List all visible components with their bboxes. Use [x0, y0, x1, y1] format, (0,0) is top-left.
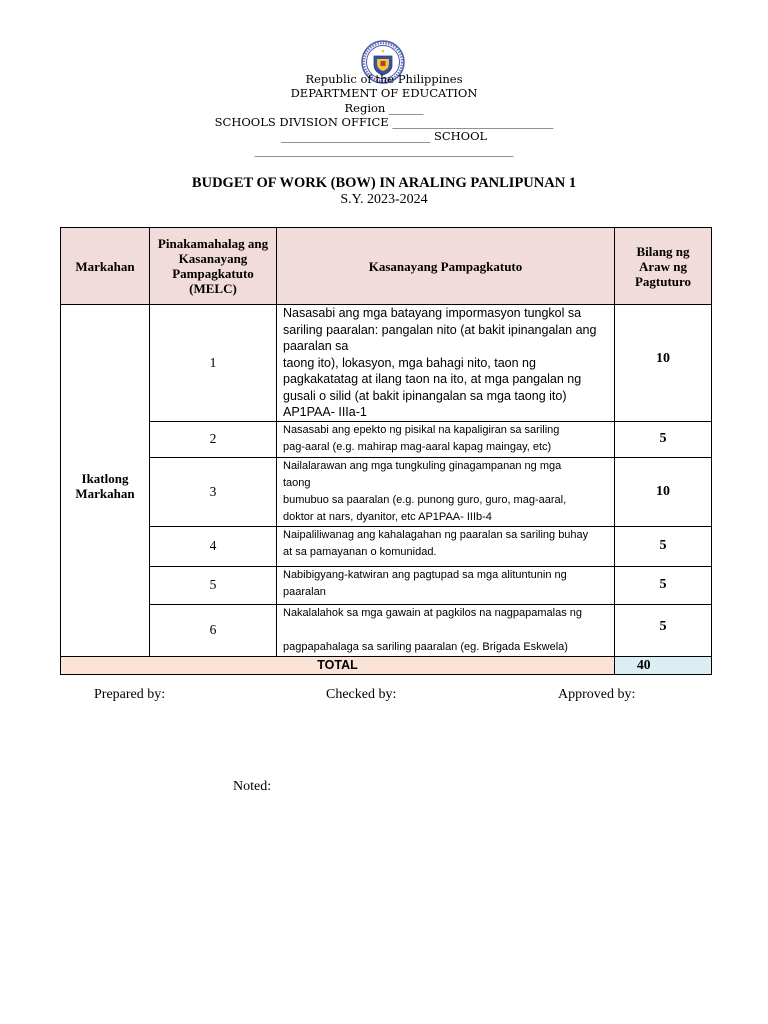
- competency-line: taong ito), lokasyon, mga bahagi nito, taon ng: [283, 355, 536, 370]
- table-row: [61, 305, 712, 422]
- total-label: TOTAL: [61, 656, 615, 674]
- quarter-cell: [61, 305, 150, 657]
- table-row: [61, 457, 712, 526]
- total-value: 40: [615, 656, 712, 674]
- school-year: S.Y. 2023-2024: [340, 192, 428, 207]
- competency-line: Naipaliliwanag ang kahalagahan ng paaralan sa sariling buhay: [283, 528, 589, 541]
- days-value: 5: [615, 421, 712, 457]
- competency-line: paaralan sa: [283, 339, 349, 353]
- header-kasanayang: Kasanayang Pampagkatuto: [277, 228, 615, 305]
- competency-line: pagpapahalaga sa sariling paaralan (eg. Brigada Eskwela): [283, 640, 568, 653]
- header-division-office: SCHOOLS DIVISION OFFICE ____________________________: [214, 115, 554, 129]
- header-department: DEPARTMENT OF EDUCATION: [290, 86, 478, 100]
- header-bilang-ng-araw: Bilang ng Araw ng Pagtuturo: [615, 228, 712, 305]
- days-value: 5: [615, 566, 712, 604]
- competency-line: Nakalalahok sa mga gawain at pagkilos na nagpapamalas ng: [283, 606, 583, 619]
- competency-text: [277, 526, 615, 566]
- competency-line: gusali o silid (at bakit ipinangalan sa mga taong ito): [283, 388, 567, 403]
- competency-line: Nasasabi ang mga batayang impormasyon tungkol sa: [283, 306, 582, 320]
- competency-line: pagkakatatag at ilang taon na ito, at mga pangalan ng: [283, 372, 582, 386]
- table-header-row: [61, 228, 712, 305]
- competency-line: Nailalarawan ang mga tungkuling ginagampanan ng mga: [283, 459, 562, 472]
- checked-by-label: Checked by:: [326, 687, 397, 702]
- header-markahan: Markahan: [61, 228, 150, 305]
- competency-line: paaralan: [283, 585, 326, 598]
- competency-line: at sa pamayanan o komunidad.: [283, 545, 437, 558]
- competency-text: [277, 566, 615, 604]
- competency-line: doktor at nars, dyanitor, etc AP1PAA- IIIb-4: [283, 510, 492, 523]
- days-value: 5: [615, 526, 712, 566]
- noted-label: Noted:: [233, 779, 272, 794]
- competency-text: [277, 305, 615, 422]
- header-melc: Pinakamahalag ang Kasanayang Pampagkatuto (MELC): [150, 228, 277, 305]
- header-republic: Republic of the Philippines: [305, 72, 463, 86]
- days-value: 10: [615, 457, 712, 526]
- melc-number: 6: [150, 604, 277, 656]
- days-value: 5: [615, 604, 712, 656]
- competency-text: [277, 604, 615, 656]
- competency-line: Nabibigyang-katwiran ang pagtupad sa mga alituntunin ng: [283, 568, 567, 581]
- header-region: Region ______: [344, 101, 424, 115]
- melc-number: 3: [150, 457, 277, 526]
- competency-text: [277, 421, 615, 457]
- melc-number: 1: [150, 305, 277, 422]
- competency-line: bumubuo sa paaralan (e.g. punong guro, guro, mag-aaral,: [283, 493, 567, 506]
- melc-number: 5: [150, 566, 277, 604]
- competency-line: AP1PAA- IIIa-1: [283, 405, 367, 419]
- total-row: [61, 656, 712, 674]
- competency-text: [277, 457, 615, 526]
- prepared-by-label: Prepared by:: [94, 687, 166, 702]
- melc-number: 2: [150, 421, 277, 457]
- competency-line: Nasasabi ang epekto ng pisikal na kapaligiran sa sariling: [283, 423, 560, 436]
- document-title: BUDGET OF WORK (BOW) IN ARALING PANLIPUNAN 1: [191, 175, 577, 191]
- table-row: [61, 526, 712, 566]
- budget-of-work-table: [60, 227, 712, 675]
- table-row: [61, 604, 712, 656]
- competency-line: taong: [283, 476, 311, 489]
- competency-line: pag-aaral (e.g. mahirap mag-aaral kapag maingay, etc): [283, 440, 552, 453]
- quarter-label: Ikatlong Markahan: [75, 471, 135, 502]
- header-school: __________________________ SCHOOL: [280, 129, 488, 143]
- header-underline: _____________________________________________: [254, 143, 514, 157]
- days-value: 10: [615, 305, 712, 422]
- table-row: [61, 566, 712, 604]
- approved-by-label: Approved by:: [558, 687, 636, 702]
- competency-line: sariling paaralan: pangalan nito (at bakit ipinangalan ang: [283, 322, 597, 337]
- table-row: [61, 421, 712, 457]
- melc-number: 4: [150, 526, 277, 566]
- competency-line: [283, 622, 608, 639]
